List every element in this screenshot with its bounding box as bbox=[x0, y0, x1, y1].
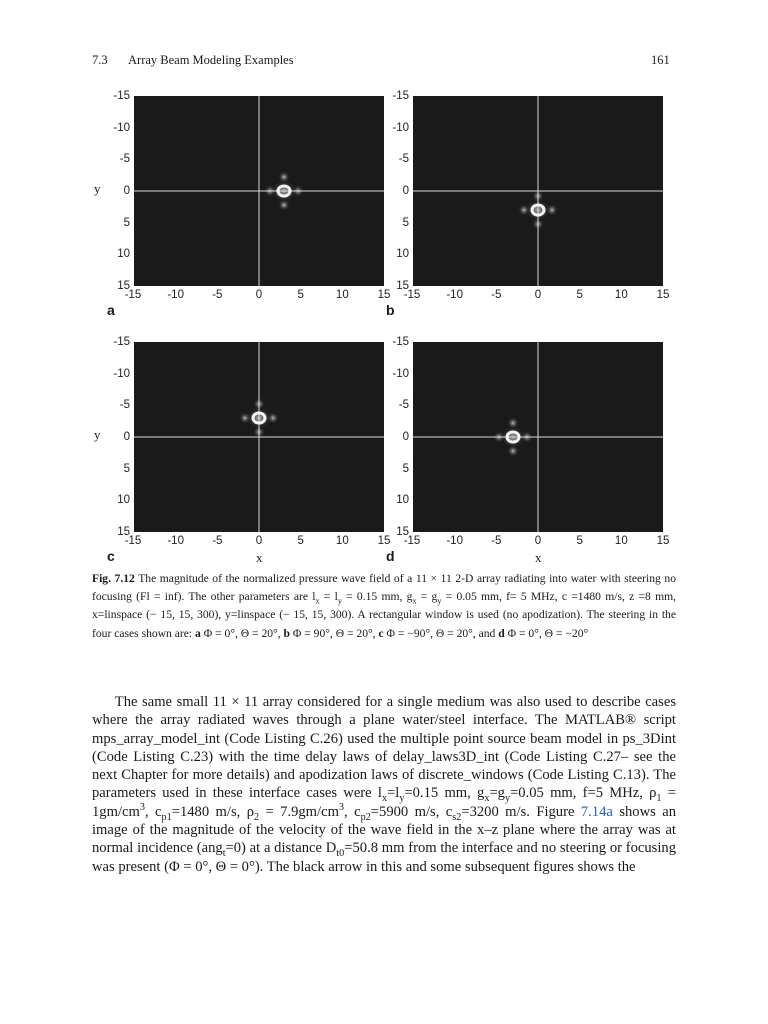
x-tick-label: 15 bbox=[377, 289, 391, 301]
plot-panel-a bbox=[134, 96, 384, 286]
y-tick-label: 10 bbox=[396, 248, 409, 261]
y-axis-label: y bbox=[94, 181, 101, 196]
x-tick-label: -15 bbox=[403, 289, 421, 301]
y-tick-label: 5 bbox=[402, 462, 409, 475]
x-tick-label: -10 bbox=[167, 289, 184, 301]
x-tick-label: 10 bbox=[614, 289, 628, 301]
body-paragraph bbox=[92, 693, 676, 876]
x-tick-label: -5 bbox=[491, 289, 502, 301]
figure-word: Figure bbox=[536, 803, 575, 820]
section-number: 7.3 bbox=[92, 53, 108, 67]
body-params: $l_x=l_y=0.15$ mm, $g_x=g_y=0.05$ mm, f=5 MHz, $\rho_1 = 1gm/cm^3$, $c_{p1}=1480$ m/s, $\rho_2 = 7.9gm/cm^3$, $c_{p2}=5900$ m/s, $c_{s2}=3200$ m/s. bbox=[92, 785, 676, 823]
x-tick-label: -10 bbox=[167, 535, 184, 547]
y-tick-label: -10 bbox=[392, 367, 409, 380]
figure-link[interactable]: 7.14a bbox=[580, 803, 613, 820]
body-text: The same small 11 × 11 array considered for a single medium was also used to describe cases where the array radiated waves through a plane water/steel interface. The MATLAB® script mps_array_model_int (Code Listing C.26) used the multiple point source beam model in ps_3Dint (Code Listing C.23) with the time delay laws of delay_laws3D_int (Code Listing C.27– see the next Chapter for more details) and apodization laws of discrete_windows (Code Listing C.13). The parameters used in these interface cases were bbox=[92, 694, 676, 802]
plot-panel-c bbox=[134, 342, 384, 532]
x-tick-label: 15 bbox=[377, 535, 391, 547]
x-tick-label: 5 bbox=[297, 535, 304, 547]
y-tick-label: 0 bbox=[402, 185, 409, 197]
plot-panel-b bbox=[413, 96, 663, 286]
x-axis-label: x bbox=[535, 550, 542, 565]
plot-panel-d bbox=[413, 342, 663, 532]
x-tick-label: -5 bbox=[212, 289, 223, 301]
y-tick-label: 15 bbox=[396, 526, 409, 538]
y-tick-label: 0 bbox=[123, 185, 130, 197]
y-tick-label: 0 bbox=[402, 431, 409, 443]
y-tick-label: -10 bbox=[392, 121, 409, 134]
y-tick-label: -15 bbox=[113, 336, 130, 348]
caption-label: Fig. 7.12 bbox=[92, 572, 135, 585]
y-tick-label: 15 bbox=[117, 280, 130, 292]
y-tick-label: 15 bbox=[396, 280, 409, 292]
x-tick-label: 0 bbox=[255, 535, 263, 547]
body-text-2: shows an image of the magnitude of the velocity of the wave field in the x–z plane where the array was at normal incidence (ang$_t$=0) at a distance $D_{t0}=50.8$ mm from the interface and no steering or focusing was present (Φ = 0°, Θ = 0°). The black arrow in this and some subsequent figures shows the bbox=[92, 803, 676, 875]
x-tick-label: 5 bbox=[576, 289, 583, 301]
panel-label-c: c bbox=[107, 548, 115, 564]
y-tick-label: -15 bbox=[392, 90, 409, 102]
panel-label-d: d bbox=[386, 548, 395, 564]
x-tick-label: 5 bbox=[576, 535, 583, 547]
x-tick-label: -5 bbox=[212, 535, 223, 547]
y-tick-label: 10 bbox=[396, 494, 409, 507]
y-tick-label: 5 bbox=[123, 462, 130, 475]
x-tick-label: -10 bbox=[446, 535, 463, 547]
y-tick-label: -5 bbox=[119, 153, 130, 166]
y-tick-label: -5 bbox=[398, 399, 409, 412]
panel-label-b: b bbox=[386, 302, 395, 318]
y-tick-label: 5 bbox=[123, 216, 130, 229]
y-tick-label: 10 bbox=[117, 494, 130, 507]
y-tick-label: 5 bbox=[402, 216, 409, 229]
x-tick-label: 5 bbox=[297, 289, 304, 301]
x-tick-label: -10 bbox=[446, 289, 463, 301]
y-tick-label: -15 bbox=[392, 336, 409, 348]
x-tick-label: 10 bbox=[335, 535, 349, 547]
x-tick-label: -15 bbox=[124, 289, 142, 301]
y-tick-label: -10 bbox=[113, 121, 130, 134]
x-tick-label: 10 bbox=[614, 535, 628, 547]
caption-cases: a Φ = 0°, Θ = 20°, b Φ = 90°, Θ = 20°, c Φ = −90°, Θ = 20°, and d Φ = 0°, Θ = −20° bbox=[195, 626, 589, 640]
y-tick-label: -5 bbox=[119, 399, 130, 412]
y-tick-label: -5 bbox=[398, 153, 409, 166]
x-axis-label: x bbox=[256, 550, 263, 565]
y-tick-label: -15 bbox=[113, 90, 130, 102]
y-axis-label: y bbox=[94, 427, 101, 442]
y-tick-label: 10 bbox=[117, 248, 130, 261]
y-tick-label: 0 bbox=[123, 431, 130, 443]
running-title: Array Beam Modeling Examples bbox=[128, 53, 294, 67]
figure-caption bbox=[92, 570, 676, 643]
caption-text: The magnitude of the normalized pressure wave field of a 11 × 11 2-D array radiating into water with steering no focusing (Fl = inf). The other parameters are bbox=[92, 572, 676, 604]
page-number: 161 bbox=[651, 53, 670, 67]
x-tick-label: 10 bbox=[335, 289, 349, 301]
panel-label-a: a bbox=[107, 302, 115, 318]
x-tick-label: 0 bbox=[255, 289, 263, 301]
x-tick-label: 0 bbox=[534, 289, 542, 301]
x-tick-label: -15 bbox=[124, 535, 142, 547]
y-tick-label: -10 bbox=[113, 367, 130, 380]
x-tick-label: -5 bbox=[491, 535, 502, 547]
x-tick-label: 0 bbox=[534, 535, 542, 547]
y-tick-label: 15 bbox=[117, 526, 130, 538]
x-tick-label: -15 bbox=[403, 535, 421, 547]
caption-params: $l_x = l_y = 0.15$ mm, $g_x = g_y = 0.05$ mm, f= 5 MHz, c =1480 m/s, z =8 mm, x=linspace (− 15, 15, 300), y=linspace (− 15, 15, 300). A rectangular window is used (no apodization). The steering in the four cases shown are: bbox=[92, 590, 677, 640]
x-tick-label: 15 bbox=[656, 535, 670, 547]
x-tick-label: 15 bbox=[656, 289, 670, 301]
